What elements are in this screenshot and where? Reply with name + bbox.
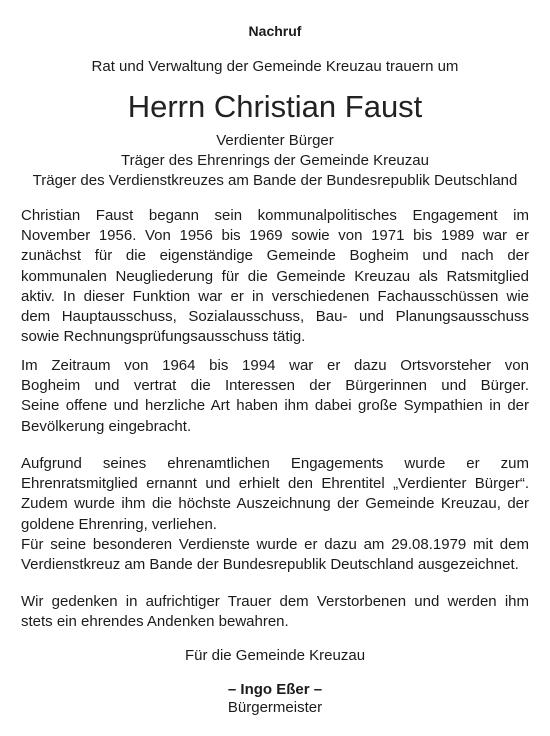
text-line: goldene Ehrenring, verliehen. [21, 515, 217, 533]
signature-organization: Für die Gemeinde Kreuzau [184, 647, 366, 664]
text-line: Seine offene und herzliche Art haben ihm dabei große Sympathien in der [21, 397, 529, 415]
title-line: Träger des Verdienstkreuzes am Bande der Bundesrepublik Deutschland [32, 172, 518, 189]
signer-role: Bürgermeister [227, 699, 323, 716]
text-line: Ehrenratsmitglied ernannt und erhielt den Ehrentitel „Verdienter Bürger“. [21, 475, 529, 493]
obituary-notice [21, 0, 529, 736]
text-line: Bogheim und vertrat die Interessen der Bürgerinnen und Bürger. [21, 377, 529, 395]
intro-line: Rat und Verwaltung der Gemeinde Kreuzau trauern um [91, 58, 459, 75]
notice-heading: Nachruf [248, 23, 302, 39]
honorary-titles [21, 131, 529, 191]
paragraph-honors [21, 454, 529, 575]
text-line: Für seine besonderen Verdienste wurde er dazu am 29.08.1979 mit dem [21, 535, 529, 553]
text-line: Aufgrund seines ehrenamtlichen Engagements wurde er zum [21, 455, 529, 472]
deceased-name: Herrn Christian Faust [127, 89, 423, 124]
text-line: sowie Rechnungsprüfungsausschuss tätig. [21, 328, 306, 346]
text-line: Zudem wurde ihm die höchste Auszeichnung der Gemeinde Kreuzau, der [21, 495, 529, 513]
title-line: Träger des Ehrenrings der Gemeinde Kreuzau [121, 152, 429, 169]
text-line: Wir gedenken in aufrichtiger Trauer dem Verstorbenen und werden ihm [21, 593, 529, 610]
text-line: stets ein ehrendes Andenken bewahren. [21, 613, 289, 631]
text-line: kommunalen Neugliederung für die Gemeinde Kreuzau als Ratsmitglied [21, 267, 529, 285]
signer-name: – Ingo Eßer – [227, 681, 323, 698]
text-line: Christian Faust begann sein kommunalpolitisches Engagement im [21, 207, 529, 224]
text-line: zunächst für die eigenständige Gemeinde Bogheim und nach der [21, 247, 529, 265]
text-line: aktiv. In dieser Funktion war er in verschiedenen Fachausschüssen wie [21, 287, 529, 305]
title-line: Verdienter Bürger [216, 132, 334, 149]
paragraph-career [21, 206, 529, 347]
text-line: dem Hauptausschuss, Sozialausschuss, Bau- und Planungsausschuss [21, 308, 529, 326]
text-line: Verdienstkreuz am Bande der Bundesrepublik Deutschland ausgezeichnet. [21, 556, 519, 574]
text-line: November 1956. Von 1956 bis 1969 sowie von 1971 bis 1989 war er [21, 227, 529, 245]
paragraph-closing [21, 592, 529, 632]
text-line: Im Zeitraum von 1964 bis 1994 war er dazu Ortsvorsteher von [21, 357, 529, 374]
paragraph-local-office [21, 356, 529, 437]
text-line: Bevölkerung eingebracht. [21, 417, 192, 435]
